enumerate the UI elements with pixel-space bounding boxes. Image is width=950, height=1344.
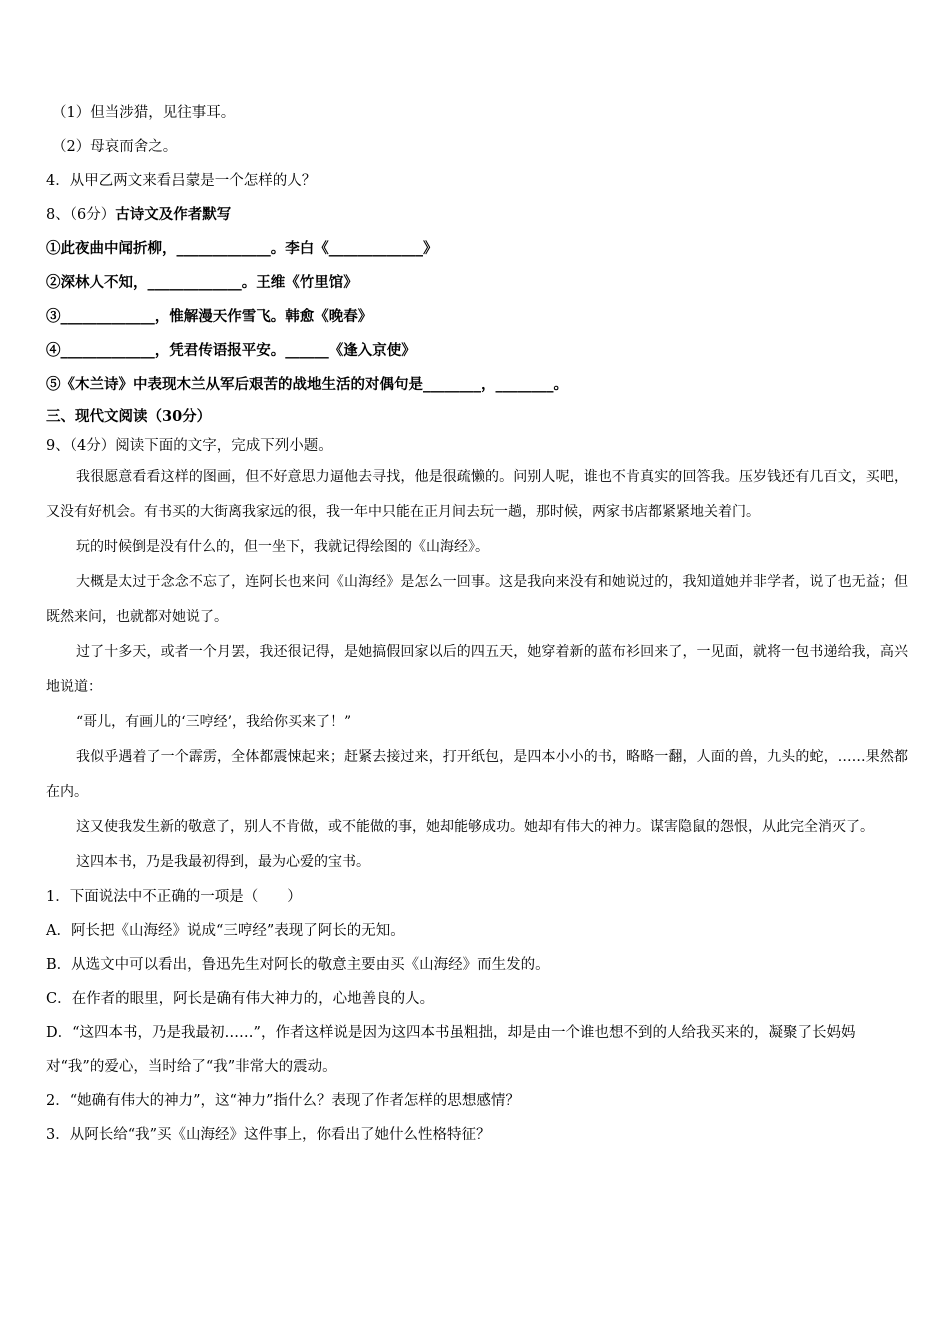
- question-8-title: 古诗文及作者默写: [115, 206, 232, 223]
- passage-paragraph: 过了十多天，或者一个月罢，我还很记得，是她搞假回家以后的四五天，她穿着新的蓝布衫回来了，一见面，就将一包书递给我，高兴地说道：: [46, 644, 908, 695]
- q8-item-4: ④_____________，凭君传语报平安。______《逢入京使》: [46, 342, 416, 359]
- q8-item-3: ③_____________，惟解漫天作雪飞。韩愈《晚春》: [46, 308, 373, 325]
- passage-paragraph: 这又使我发生新的敬意了，别人不肯做，或不能做的事，她却能够成功。她却有伟大的神力。谋害隐鼠的怨恨，从此完全消灭了。: [76, 819, 874, 835]
- sub-question-3: 3．从阿长给“我”买《山海经》这件事上，你看出了她什么性格特征？: [46, 1127, 491, 1143]
- option-b: B．从选文中可以看出，鲁迅先生对阿长的敬意主要由买《山海经》而生发的。: [46, 957, 550, 973]
- q8-item-1: ①此夜曲中闻折柳，_____________。李白《_____________》: [46, 240, 438, 257]
- passage-paragraph: 我很愿意看看这样的图画，但不好意思力逼他去寻找，他是很疏懒的。问别人呢，谁也不肯真实的回答我。压岁钱还有几百文，买吧，又没有好机会。有书买的大街离我家远的很，我一年中只能在正月间去玩一趟，那时候，两家书店都紧紧地关着门。: [46, 469, 908, 520]
- reading-passage: [46, 460, 908, 880]
- section-3-title: 三、现代文阅读（30分）: [46, 408, 212, 425]
- passage-paragraph: 玩的时候倒是没有什么的，但一坐下，我就记得绘图的《山海经》。: [76, 539, 489, 555]
- exam-page: [46, 96, 908, 1152]
- question-8-score: 8、（6分）: [46, 207, 116, 223]
- passage-paragraph: 我似乎遇着了一个霹雳，全体都震悚起来；赶紧去接过来，打开纸包，是四本小小的书，略略一翻，人面的兽，九头的蛇，……果然都在内。: [46, 749, 908, 800]
- passage-paragraph: 这四本书，乃是我最初得到，最为心爱的宝书。: [76, 854, 370, 870]
- question-8-header: [46, 198, 908, 232]
- passage-paragraph: 大概是太过于念念不忘了，连阿长也来问《山海经》是怎么一回事。这是我向来没有和她说过的，我知道她并非学者，说了也无益；但既然来问，也就都对她说了。: [46, 574, 908, 625]
- sub-question-2: 2．“她确有伟大的神力”，这“神力”指什么？表现了作者怎样的思想感情？: [46, 1093, 520, 1109]
- question-9-header: 9、（4分）阅读下面的文字，完成下列小题。: [46, 438, 333, 454]
- option-a: A．阿长把《山海经》说成“三哼经”表现了阿长的无知。: [46, 923, 405, 939]
- sub-question-1: 1．下面说法中不正确的一项是（ ）: [46, 889, 302, 905]
- previous-item-2: （2）母哀而舍之。: [52, 139, 178, 155]
- previous-item-1: （1）但当涉猎，见往事耳。: [52, 105, 236, 121]
- q8-item-2: ②深林人不知，_____________。王维《竹里馆》: [46, 274, 358, 291]
- option-c: C．在作者的眼里，阿长是确有伟大神力的，心地善良的人。: [46, 991, 435, 1007]
- q8-item-5: ⑤《木兰诗》中表现木兰从军后艰苦的战地生活的对偶句是________，________。: [46, 376, 568, 393]
- passage-paragraph: “哥儿，有画儿的‘三哼经’，我给你买来了！”: [76, 714, 352, 730]
- question-4: 4．从甲乙两文来看吕蒙是一个怎样的人？: [46, 173, 317, 189]
- option-d: D．“这四本书，乃是我最初……”，作者这样说是因为这四本书虽粗拙，却是由一个谁也想不到的人给我买来的，凝聚了长妈妈对“我”的爱心，当时给了“我”非常大的震动。: [46, 1025, 856, 1075]
